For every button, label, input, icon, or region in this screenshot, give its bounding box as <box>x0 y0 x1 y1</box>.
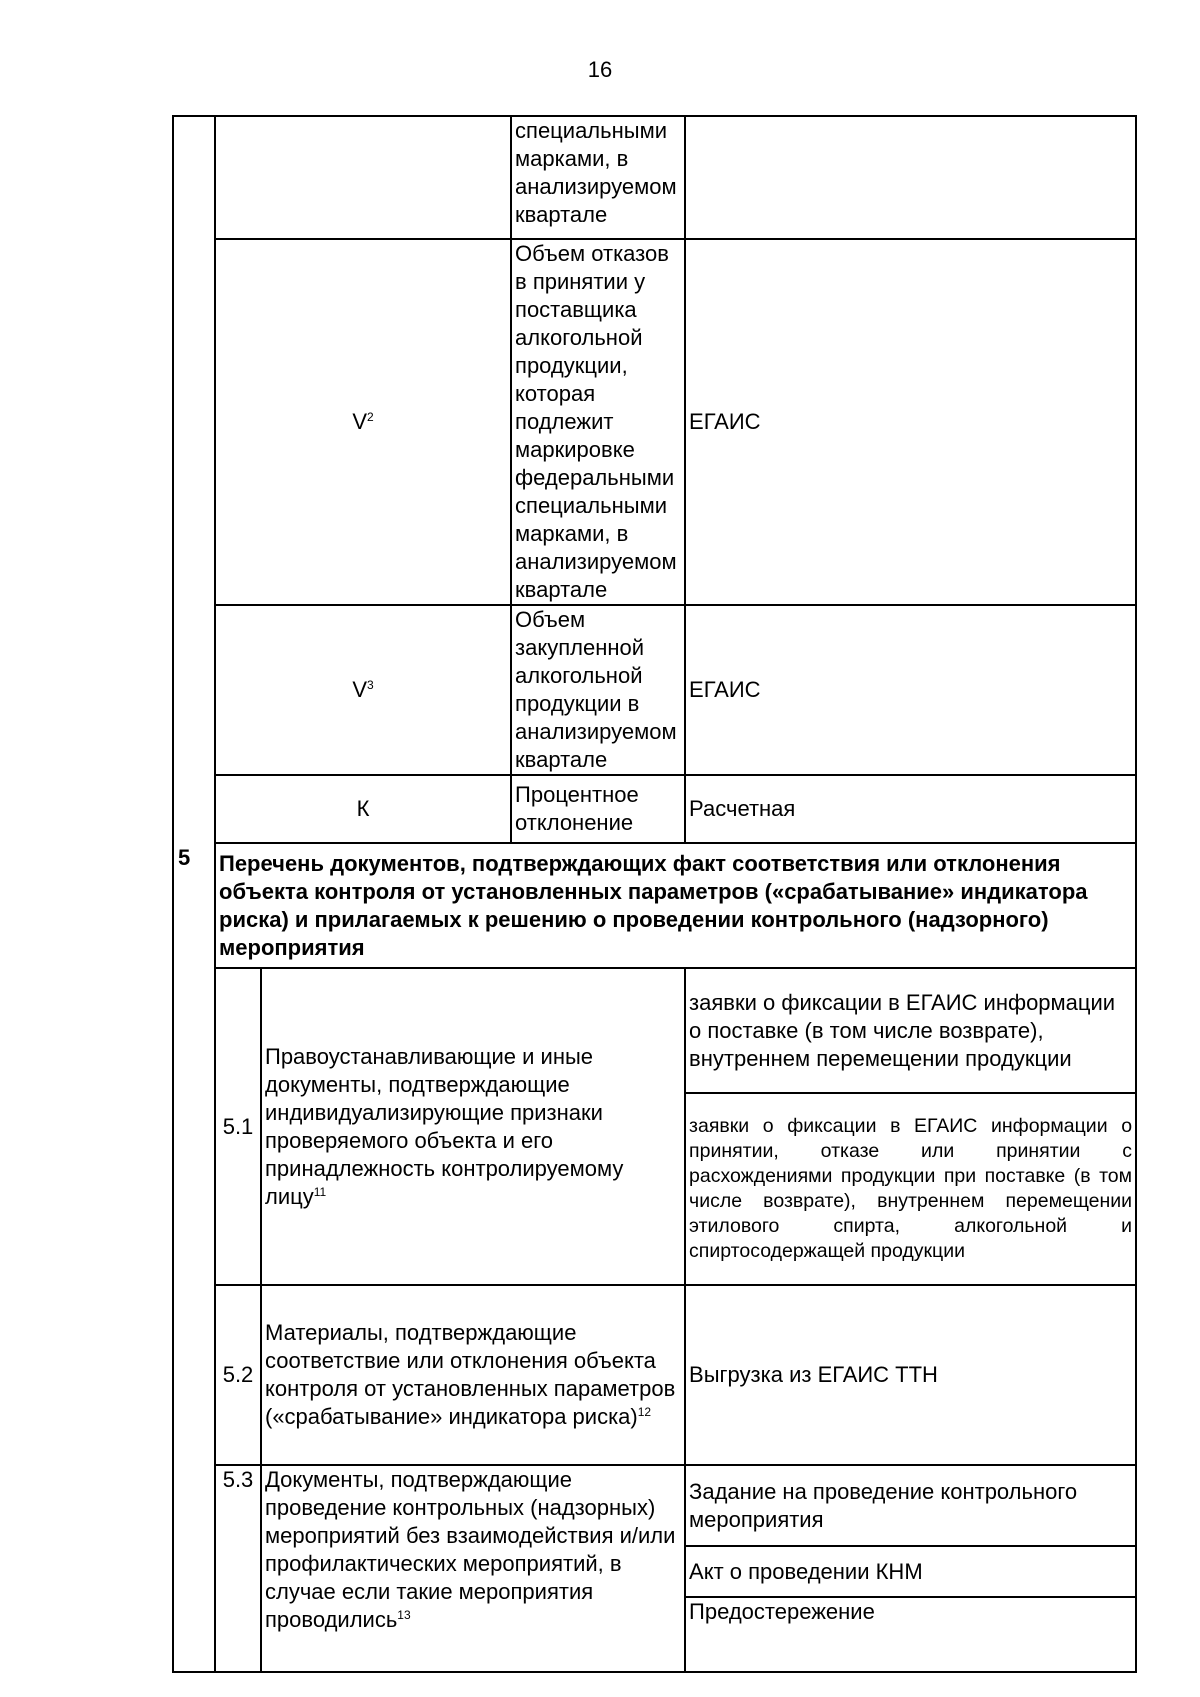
section-number: 5 <box>173 843 215 1672</box>
page-number: 16 <box>587 57 613 82</box>
indicator-symbol: К <box>215 775 511 843</box>
footnote-ref: 11 <box>313 1184 327 1199</box>
indicator-description: специальными марками, в анализируемом квартале <box>511 116 685 239</box>
indicator-source: ЕГАИС <box>685 605 1136 775</box>
indicator-row <box>173 239 1136 605</box>
symbol-superscript: 2 <box>367 410 374 424</box>
symbol-superscript: 3 <box>367 678 374 692</box>
indicator-description: Процентное отклонение <box>511 775 685 843</box>
item-document: заявки о фиксации в ЕГАИС информации о поставке (в том числе возврате), внутреннем перемещении продукции <box>685 968 1136 1093</box>
indicator-row <box>173 605 1136 775</box>
footnote-ref: 13 <box>397 1608 411 1622</box>
item-document: Задание на проведение контрольного мероприятия <box>685 1465 1136 1546</box>
symbol-letter: V <box>352 409 368 434</box>
item-document: Выгрузка из ЕГАИС ТТН <box>685 1285 1136 1465</box>
indicator-source: ЕГАИС <box>685 239 1136 605</box>
item-description: Правоустанавливающие и иные документы, подтверждающие индивидуализирующие признаки проверяемого объекта и его принадлежность контролируемому лицу$^{11}$ <box>261 968 685 1285</box>
indicator-source <box>685 116 1136 239</box>
item-row-5-1 <box>173 968 1136 1093</box>
item-document: Предостережение <box>685 1597 1136 1672</box>
item-row-5-2 <box>173 1285 1136 1465</box>
indicator-symbol <box>215 239 511 605</box>
item-row-5-3 <box>173 1465 1136 1546</box>
indicator-row <box>173 116 1136 239</box>
item-number: 5.3 <box>215 1465 261 1672</box>
indicator-description: Объем отказов в принятии у поставщика алкогольной продукции, которая подлежит маркировке федеральными специальными марками, в анализируемом квартале <box>511 239 685 605</box>
indicator-description: Объем закупленной алкогольной продукции в анализируемом квартале <box>511 605 685 775</box>
item-number: 5.1 <box>215 968 261 1285</box>
indicator-source: Расчетная <box>685 775 1136 843</box>
indicator-symbol <box>215 116 511 239</box>
symbol-letter: V <box>352 677 368 702</box>
item-document: Акт о проведении КНМ <box>685 1546 1136 1597</box>
indicator-symbol <box>215 605 511 775</box>
item-description: Материалы, подтверждающие соответствие или отклонения объекта контроля от установленных параметров («срабатывание» индикатора риска)$^{12}$ <box>261 1285 685 1465</box>
document-table <box>172 115 1137 1673</box>
footnote-ref: 12 <box>637 1405 652 1419</box>
item-document: заявки о фиксации в ЕГАИС информации о принятии, отказе или принятии с расхождениями продукции при поставке (в том числе возврате), внутреннем перемещении этилового спирта, алкогольной и спиртосодержащей продукции <box>685 1093 1136 1285</box>
section-number-cell-empty <box>173 116 215 843</box>
indicator-row <box>173 775 1136 843</box>
section-title: Перечень документов, подтверждающих факт соответствия или отклонения объекта контроля от установленных параметров («срабатывание» индикатора риска) и прилагаемых к решению о проведении контрольного (надзорного) мероприятия <box>215 843 1136 968</box>
item-description: Документы, подтверждающие проведение контрольных (надзорных) мероприятий без взаимодействия и/или профилактических мероприятий, в случае если такие мероприятия проводились$^{13}$ <box>261 1465 685 1672</box>
section-5-header-row <box>173 843 1136 968</box>
item-number: 5.2 <box>215 1285 261 1465</box>
document-table-wrapper <box>172 115 1137 1673</box>
